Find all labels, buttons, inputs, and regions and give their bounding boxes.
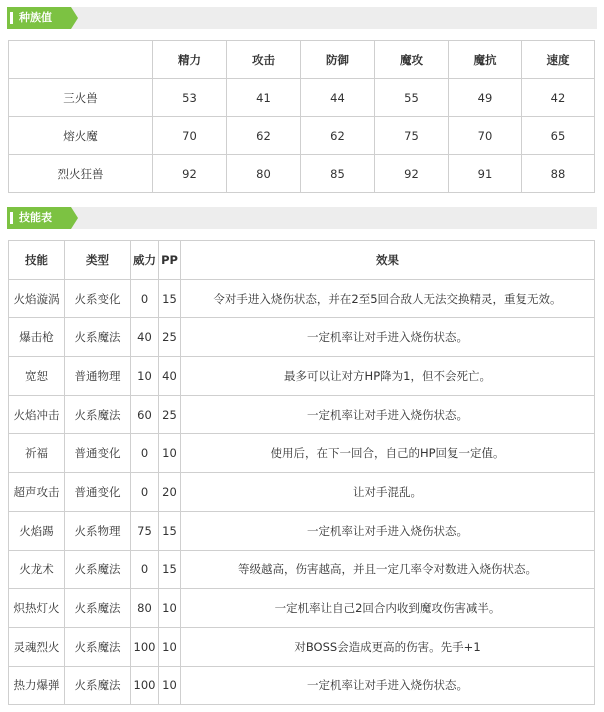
table-cell: 等级越高，伤害越高，并且一定几率令对数进入烧伤状态。: [181, 550, 595, 589]
base-stats-table: [8, 40, 595, 193]
table-cell: 15: [159, 279, 181, 318]
table-cell: 0: [131, 279, 159, 318]
table-row: [9, 357, 595, 396]
table-row: [9, 155, 595, 193]
row-label: 火龙术: [9, 550, 65, 589]
column-header: [9, 41, 153, 79]
table-cell: 令对手进入烧伤状态，并在2至5回合敌人无法交换精灵，重复无效。: [181, 279, 595, 318]
table-cell: 25: [159, 318, 181, 357]
table-row: [9, 318, 595, 357]
row-label: 烈火狂兽: [9, 155, 153, 193]
table-cell: 火系魔法: [65, 589, 131, 628]
row-label: 灵魂烈火: [9, 627, 65, 666]
table-cell: 53: [153, 79, 227, 117]
table-cell: 普通物理: [65, 357, 131, 396]
table-row: [9, 434, 595, 473]
table-cell: 92: [153, 155, 227, 193]
row-label: 熔火魔: [9, 117, 153, 155]
table-row: [9, 589, 595, 628]
row-label: 超声攻击: [9, 473, 65, 512]
moves-table: [8, 240, 595, 705]
table-cell: 80: [227, 155, 301, 193]
table-cell: 普通变化: [65, 473, 131, 512]
table-cell: 70: [153, 117, 227, 155]
row-label: 火焰踢: [9, 511, 65, 550]
table-cell: 49: [449, 79, 522, 117]
row-label: 三火兽: [9, 79, 153, 117]
table-cell: 80: [131, 589, 159, 628]
table-cell: 85: [301, 155, 375, 193]
table-cell: 40: [159, 357, 181, 396]
table-cell: 火系物理: [65, 511, 131, 550]
table-cell: 0: [131, 473, 159, 512]
row-label: 火焰漩涡: [9, 279, 65, 318]
column-header: 魔抗: [449, 41, 522, 79]
table-cell: 火系魔法: [65, 550, 131, 589]
column-header: 魔攻: [375, 41, 449, 79]
table-cell: 一定机率让自己2回合内收到魔攻伤害减半。: [181, 589, 595, 628]
table-cell: 60: [131, 395, 159, 434]
table-row: [9, 473, 595, 512]
table-row: [9, 550, 595, 589]
table-cell: 0: [131, 550, 159, 589]
column-header: 速度: [522, 41, 595, 79]
table-cell: 40: [131, 318, 159, 357]
table-cell: 最多可以让对方HP降为1，但不会死亡。: [181, 357, 595, 396]
table-cell: 91: [449, 155, 522, 193]
table-cell: 火系魔法: [65, 395, 131, 434]
table-cell: 55: [375, 79, 449, 117]
table-cell: 使用后，在下一回合，自己的HP回复一定值。: [181, 434, 595, 473]
row-label: 祈福: [9, 434, 65, 473]
table-row: [9, 279, 595, 318]
section-title: 种族值: [7, 7, 71, 29]
table-cell: 对BOSS会造成更高的伤害。先手+1: [181, 627, 595, 666]
table-cell: 42: [522, 79, 595, 117]
table-cell: 让对手混乱。: [181, 473, 595, 512]
table-cell: 100: [131, 627, 159, 666]
table-cell: 普通变化: [65, 434, 131, 473]
table-cell: 15: [159, 550, 181, 589]
column-header: 效果: [181, 241, 595, 280]
table-cell: 15: [159, 511, 181, 550]
table-cell: 88: [522, 155, 595, 193]
column-header: 技能: [9, 241, 65, 280]
table-cell: 火系变化: [65, 279, 131, 318]
table-row: [9, 666, 595, 705]
row-label: 炽热灯火: [9, 589, 65, 628]
column-header: 威力: [131, 241, 159, 280]
table-row: [9, 511, 595, 550]
column-header: PP: [159, 241, 181, 280]
table-cell: 41: [227, 79, 301, 117]
table-row: [9, 117, 595, 155]
table-cell: 25: [159, 395, 181, 434]
table-cell: 火系魔法: [65, 666, 131, 705]
table-cell: 10: [159, 589, 181, 628]
table-cell: 62: [301, 117, 375, 155]
table-row: [9, 627, 595, 666]
table-cell: 75: [375, 117, 449, 155]
table-cell: 一定机率让对手进入烧伤状态。: [181, 511, 595, 550]
column-header: 防御: [301, 41, 375, 79]
table-cell: 44: [301, 79, 375, 117]
row-label: 火焰冲击: [9, 395, 65, 434]
table-row: [9, 395, 595, 434]
section-title: 技能表: [7, 207, 71, 229]
section-header-stats: [7, 7, 597, 29]
table-row: [9, 79, 595, 117]
section-header-moves: [7, 207, 597, 229]
table-cell: 65: [522, 117, 595, 155]
table-cell: 62: [227, 117, 301, 155]
column-header: 精力: [153, 41, 227, 79]
table-header-row: [9, 41, 595, 79]
table-cell: 火系魔法: [65, 318, 131, 357]
table-cell: 100: [131, 666, 159, 705]
row-label: 爆击枪: [9, 318, 65, 357]
table-cell: 20: [159, 473, 181, 512]
table-cell: 火系魔法: [65, 627, 131, 666]
row-label: 宽恕: [9, 357, 65, 396]
table-cell: 10: [159, 666, 181, 705]
table-cell: 10: [131, 357, 159, 396]
table-cell: 一定机率让对手进入烧伤状态。: [181, 395, 595, 434]
table-header-row: [9, 241, 595, 280]
table-cell: 75: [131, 511, 159, 550]
column-header: 攻击: [227, 41, 301, 79]
table-cell: 70: [449, 117, 522, 155]
table-cell: 10: [159, 627, 181, 666]
table-cell: 一定机率让对手进入烧伤状态。: [181, 318, 595, 357]
table-cell: 92: [375, 155, 449, 193]
table-cell: 0: [131, 434, 159, 473]
column-header: 类型: [65, 241, 131, 280]
table-cell: 10: [159, 434, 181, 473]
table-cell: 一定机率让对手进入烧伤状态。: [181, 666, 595, 705]
row-label: 热力爆弹: [9, 666, 65, 705]
